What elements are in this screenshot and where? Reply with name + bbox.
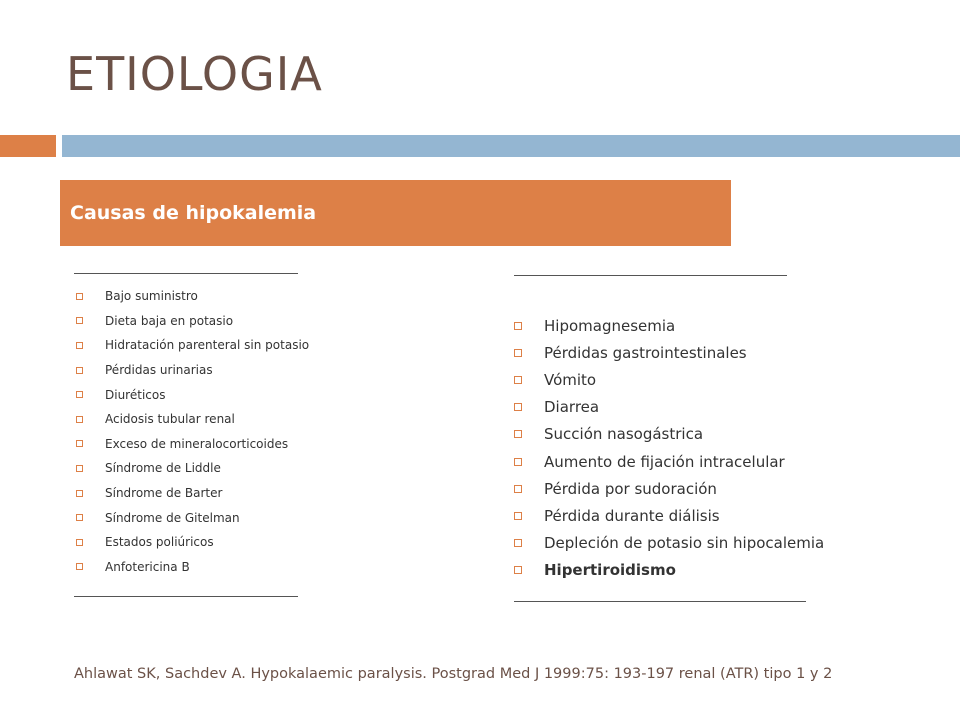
- divider-line: [514, 275, 787, 276]
- square-bullet-icon: [514, 485, 522, 493]
- square-bullet-icon: [514, 430, 522, 438]
- list-item-text: Diuréticos: [105, 387, 166, 402]
- square-bullet-icon: [514, 512, 522, 520]
- square-bullet-icon: [76, 342, 83, 349]
- square-bullet-icon: [76, 367, 83, 374]
- list-item: [514, 530, 824, 557]
- list-item: [76, 309, 309, 334]
- list-item-text: Síndrome de Barter: [105, 486, 223, 501]
- list-item-text: Anfotericina B: [105, 559, 190, 574]
- list-item: [76, 284, 309, 309]
- section-header: [60, 180, 731, 246]
- list-item-text: Aumento de fijación intracelular: [544, 452, 785, 471]
- list-item: [76, 333, 309, 358]
- list-item-text: Exceso de mineralocorticoides: [105, 436, 289, 451]
- square-bullet-icon: [76, 539, 83, 546]
- list-item-text: Vómito: [544, 370, 597, 389]
- divider-line: [74, 273, 298, 274]
- list-item: [514, 339, 824, 366]
- list-item-text: Pérdidas gastrointestinales: [544, 343, 747, 362]
- list-item: [76, 407, 309, 432]
- list-item-text: Depleción de potasio sin hipocalemia: [544, 534, 825, 553]
- list-item: [76, 505, 309, 530]
- list-item-text: Succión nasogástrica: [544, 425, 704, 444]
- list-item-text: Diarrea: [544, 398, 600, 417]
- square-bullet-icon: [514, 458, 522, 466]
- list-item-text: Estados poliúricos: [105, 535, 214, 550]
- list-item: [76, 481, 309, 506]
- left-cause-list: [76, 284, 309, 579]
- list-item-text: Hidratación parenteral sin potasio: [105, 338, 310, 353]
- list-item: [76, 530, 309, 555]
- list-item-text: Pérdidas urinarias: [105, 363, 213, 378]
- accent-bar-orange: [0, 135, 56, 157]
- citation-footer: Ahlawat SK, Sachdev A. Hypokalaemic paralysis. Postgrad Med J 1999:75: 193-197 renal (ATR) tipo 1 y 2: [74, 666, 833, 682]
- list-item: [514, 312, 824, 339]
- list-item-text: Pérdida durante diálisis: [544, 506, 720, 525]
- list-item: [76, 432, 309, 457]
- list-item: [514, 557, 824, 584]
- list-item-text: Hipomagnesemia: [544, 316, 676, 335]
- square-bullet-icon: [514, 403, 522, 411]
- list-item: [514, 366, 824, 393]
- square-bullet-icon: [514, 322, 522, 330]
- list-item-text: Dieta baja en potasio: [105, 313, 234, 328]
- accent-bar-blue: [62, 135, 960, 157]
- list-item-text: Bajo suministro: [105, 289, 198, 304]
- square-bullet-icon: [76, 391, 83, 398]
- square-bullet-icon: [514, 566, 522, 574]
- section-header-label: Causas de hipokalemia: [70, 202, 317, 224]
- square-bullet-icon: [76, 514, 83, 521]
- square-bullet-icon: [514, 349, 522, 357]
- list-item: [514, 502, 824, 529]
- list-item: [514, 475, 824, 502]
- square-bullet-icon: [76, 440, 83, 447]
- square-bullet-icon: [76, 465, 83, 472]
- square-bullet-icon: [514, 539, 522, 547]
- list-item: [514, 394, 824, 421]
- list-item-text: Síndrome de Liddle: [105, 461, 221, 476]
- list-item-text: Pérdida por sudoración: [544, 479, 717, 498]
- square-bullet-icon: [76, 293, 83, 300]
- list-item-text: Acidosis tubular renal: [105, 412, 235, 427]
- divider-line: [74, 596, 298, 597]
- right-cause-list: [514, 312, 824, 584]
- list-item: [76, 358, 309, 383]
- list-item: [76, 456, 309, 481]
- list-item: [76, 382, 309, 407]
- list-item-text: Síndrome de Gitelman: [105, 510, 240, 525]
- square-bullet-icon: [514, 376, 522, 384]
- divider-line: [514, 601, 806, 602]
- list-item-text: Hipertiroidismo: [544, 561, 676, 580]
- list-item: [514, 421, 824, 448]
- list-item: [76, 555, 309, 580]
- list-item: [514, 448, 824, 475]
- square-bullet-icon: [76, 416, 83, 423]
- square-bullet-icon: [76, 317, 83, 324]
- square-bullet-icon: [76, 563, 83, 570]
- square-bullet-icon: [76, 490, 83, 497]
- slide-title: ETIOLOGIA: [66, 47, 323, 101]
